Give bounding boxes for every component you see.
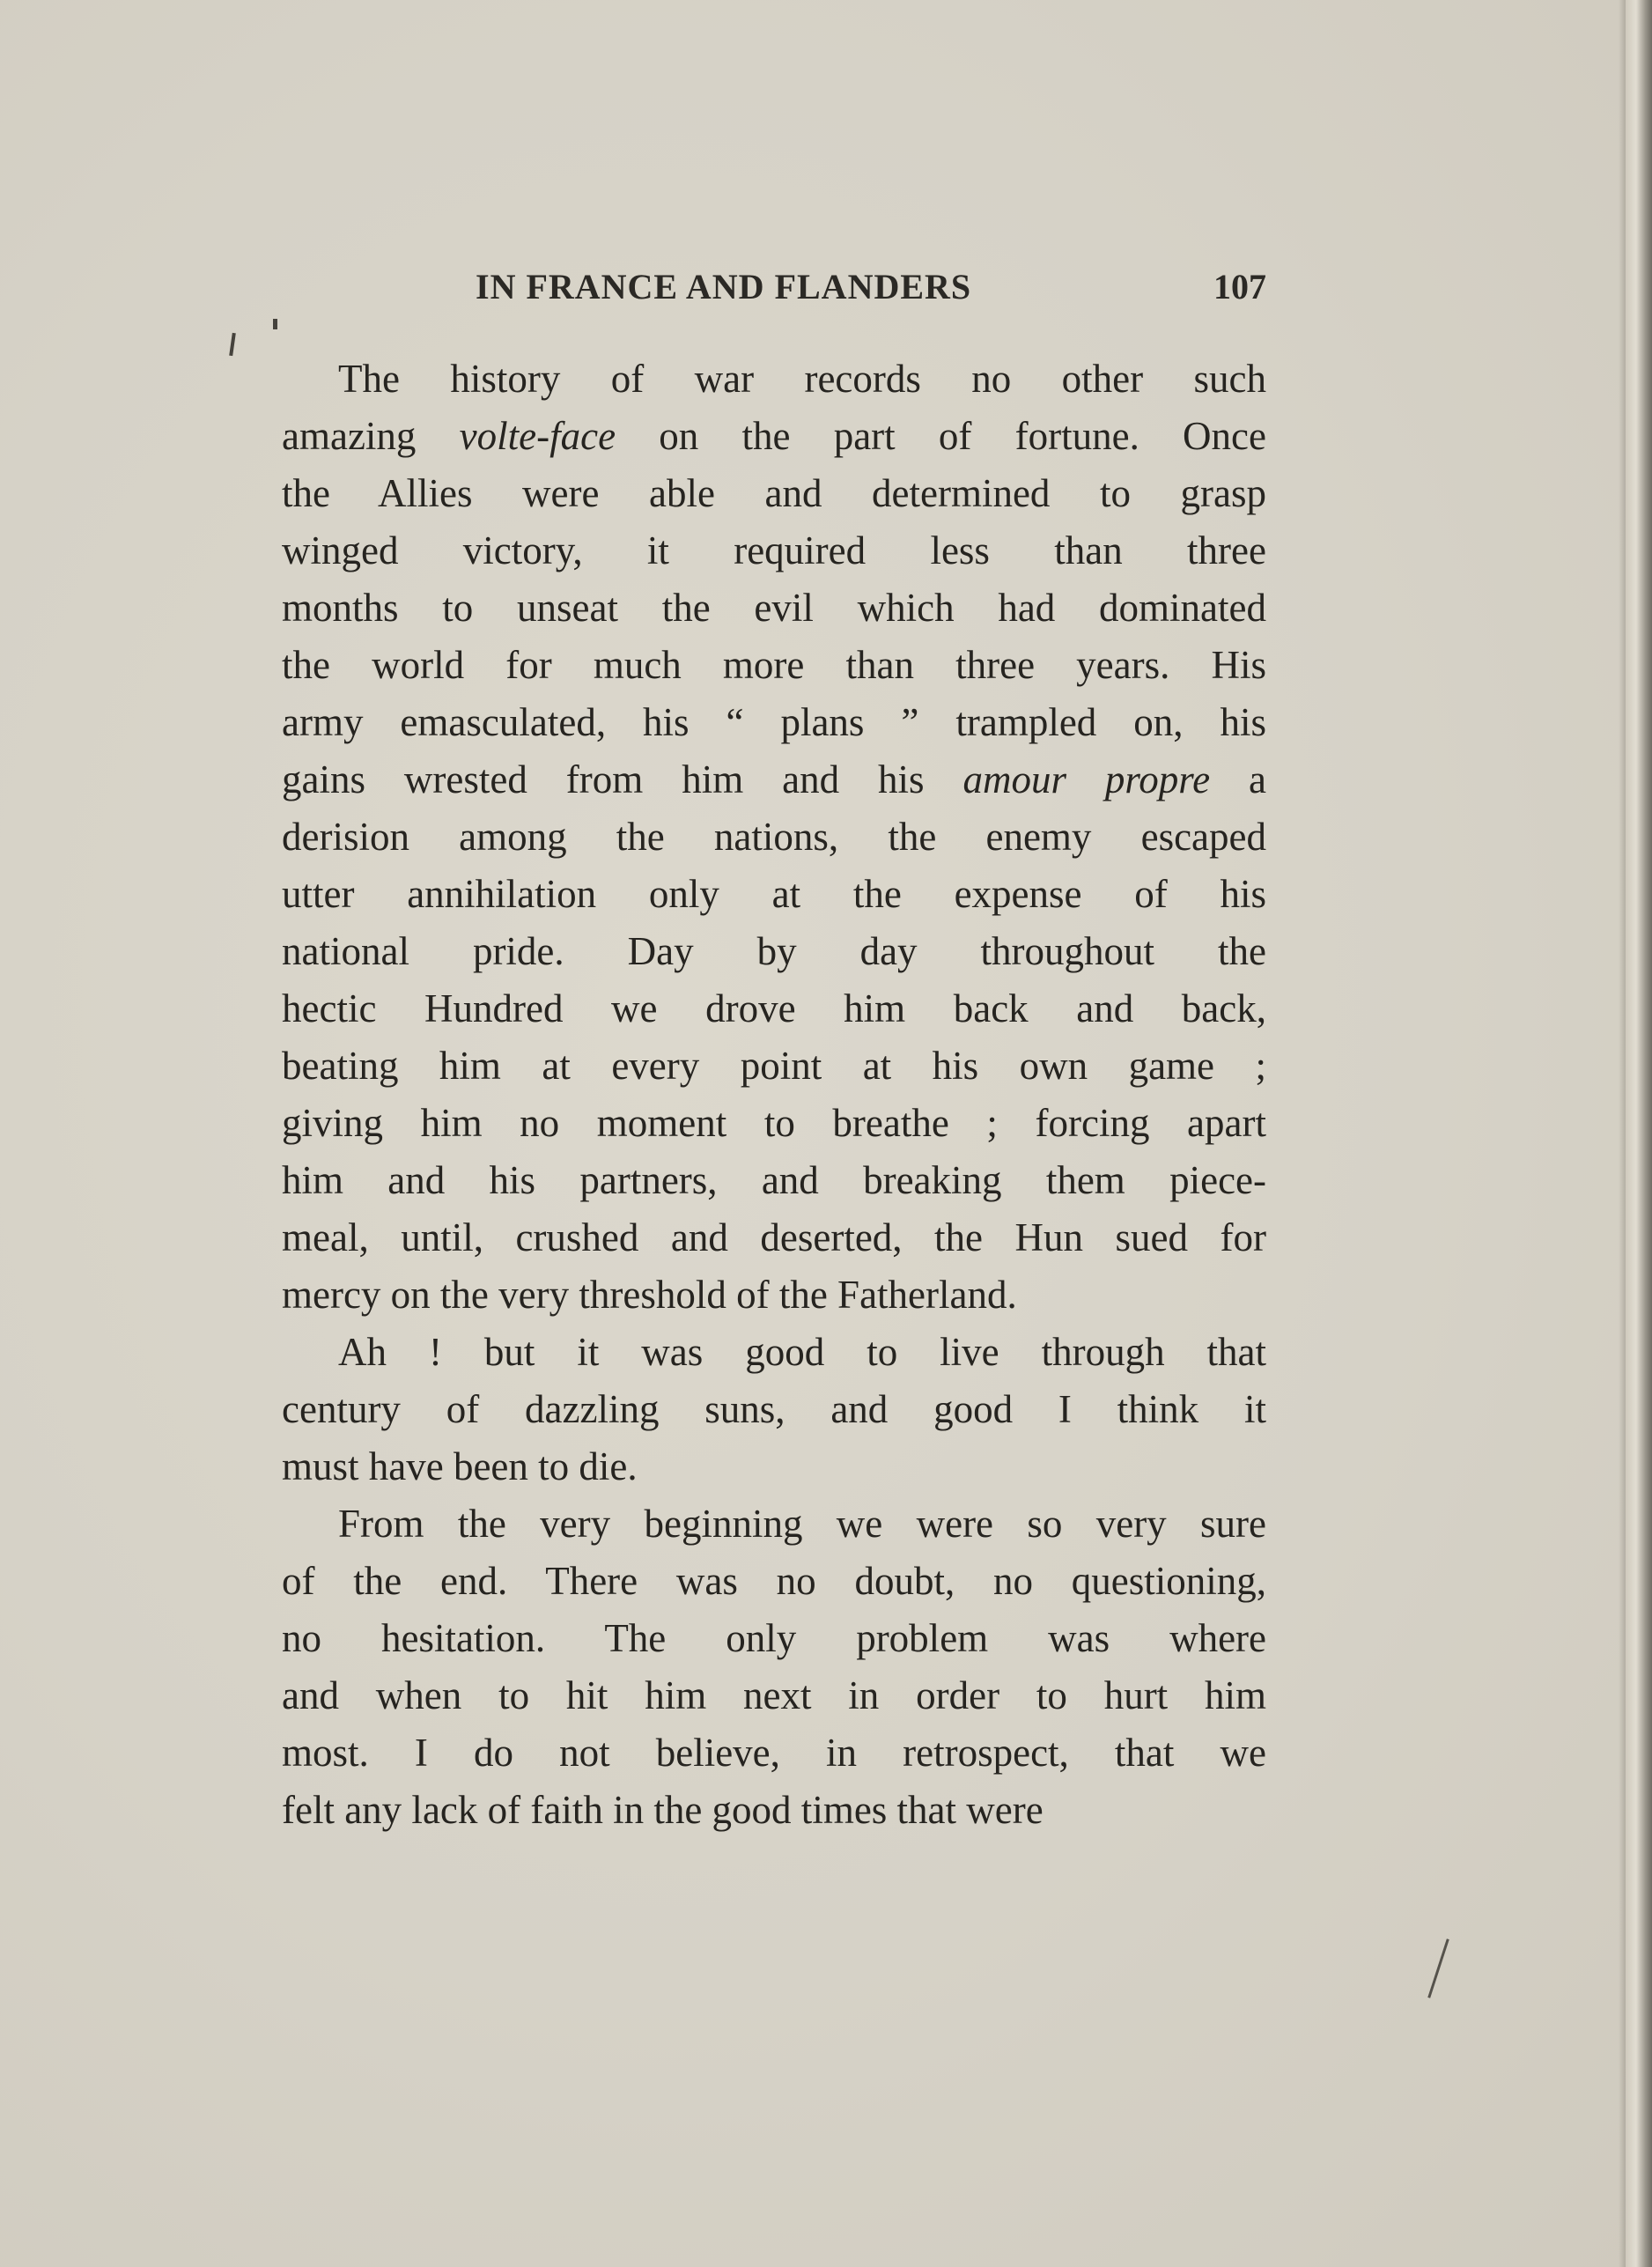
text-line (282, 580, 1266, 637)
text-line (282, 1724, 1266, 1782)
text-line (282, 1553, 1266, 1610)
text-segment: him and his partners, and breaking them piece- (282, 1158, 1266, 1202)
italic-phrase: amour propre (962, 757, 1211, 801)
text-segment: the Allies were able and determined to grasp (282, 471, 1266, 515)
paragraph (282, 1495, 1266, 1839)
text-segment: the world for much more than three years. His (282, 643, 1266, 687)
text-line (282, 351, 1266, 408)
text-segment: winged victory, it required less than three (282, 528, 1266, 572)
text-segment: From the very beginning we were so very sure (338, 1502, 1266, 1546)
text-line (282, 1438, 1266, 1495)
stray-mark (273, 319, 277, 329)
text-segment: must have been to die. (282, 1444, 638, 1488)
running-head (282, 266, 1266, 319)
text-segment: mercy on the very threshold of the Fatherland. (282, 1273, 1017, 1317)
text-line (282, 866, 1266, 923)
running-title: IN FRANCE AND FLANDERS (476, 267, 972, 306)
text-line (282, 1782, 1266, 1839)
text-line (282, 465, 1266, 522)
text-segment: amazing (282, 414, 460, 458)
text-segment: gains wrested from him and his (282, 757, 963, 801)
text-line (282, 1209, 1266, 1266)
body-text (282, 351, 1266, 1839)
text-segment: felt any lack of faith in the good times that were (282, 1788, 1044, 1832)
text-segment: army emasculated, his “ plans ” trampled on, his (282, 700, 1266, 744)
text-line (282, 1095, 1266, 1152)
text-segment: most. I do not believe, in retrospect, that we (282, 1731, 1266, 1775)
text-line (282, 751, 1266, 809)
text-line (282, 1667, 1266, 1724)
text-line (282, 1381, 1266, 1438)
text-line (282, 1495, 1266, 1553)
text-segment: and when to hit him next in order to hurt him (282, 1673, 1266, 1717)
text-line (282, 1610, 1266, 1667)
page-edge-shadow (1619, 0, 1626, 2267)
text-segment: a (1210, 757, 1266, 801)
page-number: 107 (1213, 267, 1266, 306)
text-segment: giving him no moment to breathe ; forcing apart (282, 1101, 1266, 1145)
text-segment: Ah ! but it was good to live through that (338, 1330, 1266, 1374)
italic-phrase: volte-face (459, 414, 616, 458)
text-segment: of the end. There was no doubt, no questioning, (282, 1559, 1266, 1603)
paragraph (282, 1324, 1266, 1495)
text-segment: no hesitation. The only problem was where (282, 1616, 1266, 1660)
text-segment: century of dazzling suns, and good I think it (282, 1387, 1266, 1431)
text-line (282, 694, 1266, 751)
text-segment: hectic Hundred we drove him back and back, (282, 986, 1266, 1030)
text-segment: utter annihilation only at the expense of his (282, 872, 1266, 916)
stray-mark (1427, 1938, 1449, 1998)
text-line (282, 408, 1266, 465)
text-line (282, 1266, 1266, 1324)
text-line (282, 809, 1266, 866)
text-segment: months to unseat the evil which had dominated (282, 586, 1266, 630)
stray-mark (229, 333, 236, 356)
text-line (282, 1152, 1266, 1209)
page-edge (1626, 0, 1652, 2267)
text-line (282, 980, 1266, 1038)
text-segment: on the part of fortune. Once (616, 414, 1266, 458)
text-line (282, 522, 1266, 580)
text-segment: meal, until, crushed and deserted, the Hun sued for (282, 1215, 1266, 1259)
text-segment: national pride. Day by day throughout the (282, 929, 1266, 973)
text-segment: beating him at every point at his own game ; (282, 1044, 1266, 1088)
text-segment: derision among the nations, the enemy escaped (282, 815, 1266, 859)
text-line (282, 923, 1266, 980)
paragraph (282, 351, 1266, 1324)
text-line (282, 1038, 1266, 1095)
text-line (282, 1324, 1266, 1381)
text-segment: The history of war records no other such (338, 357, 1266, 401)
text-line (282, 637, 1266, 694)
